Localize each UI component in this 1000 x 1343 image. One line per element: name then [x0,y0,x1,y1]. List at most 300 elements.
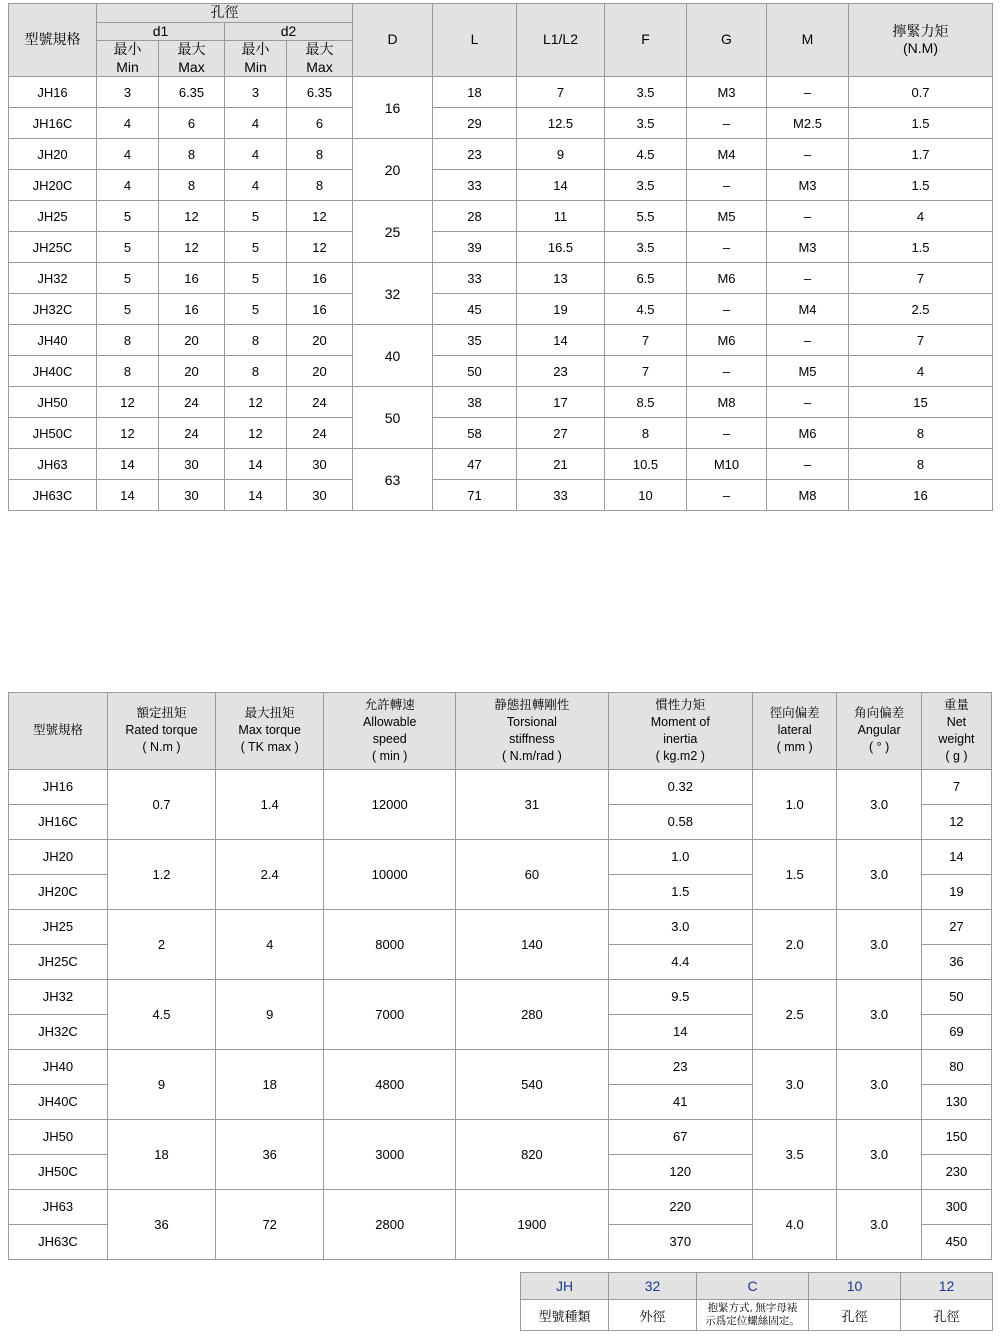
cell-d2-min: 12 [225,387,287,418]
cell-d2-max: 20 [287,325,353,356]
t2-max-en: Max torque [238,723,301,738]
t1-header-d1: d1 [97,22,225,41]
cell-angular: 3.0 [837,909,921,979]
cell-L1L2: 33 [517,480,605,511]
cell-lateral: 3.5 [752,1119,836,1189]
t1-d2-max-cn: 最大 [305,41,334,57]
table-row [9,909,992,944]
table-row [9,480,993,511]
cell-lateral: 2.0 [752,909,836,979]
t2-speed-en: Allowable [362,714,417,729]
t2-speed-unit: ( min ) [372,748,408,763]
t2-weight-cn: 重量 [943,698,969,712]
cell-d2-max: 8 [287,139,353,170]
cell-stiffness: 540 [456,1049,608,1119]
cell-weight: 230 [921,1154,991,1189]
cell-stiffness: 280 [456,979,608,1049]
cell-torque: 8 [849,449,993,480]
cell-d1-max: 24 [159,387,225,418]
cell-angular: 3.0 [837,769,921,839]
t1-header-F: F [605,4,687,77]
cell-L: 39 [433,232,517,263]
cell-L1L2: 7 [517,77,605,108]
cell-G: M8 [687,387,767,418]
t1-header-L1L2: L1/L2 [517,4,605,77]
cell-weight: 27 [921,909,991,944]
cell-L: 50 [433,356,517,387]
cell-d2-max: 20 [287,356,353,387]
cell-model: JH40C [9,356,97,387]
cell-d2-min: 12 [225,418,287,449]
cell-inertia: 9.5 [608,979,752,1014]
cell-model: JH16 [9,769,108,804]
t2-rated-en: Rated torque [125,723,198,738]
cell-weight: 12 [921,804,991,839]
cell-stiffness: 820 [456,1119,608,1189]
cell-d2-min: 5 [225,232,287,263]
cell-torque: 0.7 [849,77,993,108]
cell-model: JH16 [9,77,97,108]
cell-angular: 3.0 [837,839,921,909]
cell-model: JH63C [9,480,97,511]
cell-inertia: 14 [608,1014,752,1049]
cell-weight: 130 [921,1084,991,1119]
cell-d2-max: 8 [287,170,353,201]
t1-d2-max-en: Max [306,58,333,75]
table-row [9,1049,992,1084]
t1-d1-max-en: Max [178,58,205,75]
cell-lateral: 1.5 [752,839,836,909]
t1-header-torque-unit: (N.M) [903,40,938,56]
cell-d2-max: 16 [287,263,353,294]
cell-d1-min: 12 [97,387,159,418]
cell-model: JH50 [9,387,97,418]
model-code-legend-container [520,1272,993,1331]
cell-d2-max: 12 [287,232,353,263]
cell-model: JH32C [9,1014,108,1049]
cell-torque: 7 [849,263,993,294]
cell-M: – [767,449,849,480]
cell-d2-max: 12 [287,201,353,232]
cell-max-torque: 36 [216,1119,324,1189]
table-row [9,356,993,387]
t1-d2-min-cn: 最小 [241,41,270,57]
t2-header-max-torque [216,693,324,770]
cell-torque: 1.7 [849,139,993,170]
cell-stiffness: 60 [456,839,608,909]
cell-rated: 18 [107,1119,215,1189]
cell-F: 7 [605,356,687,387]
t1-header-d2-min [225,41,287,77]
cell-d1-min: 4 [97,108,159,139]
cell-inertia: 4.4 [608,944,752,979]
legend-code-2: C [697,1273,809,1300]
t2-stiff-en: Torsional [506,714,557,729]
cell-F: 3.5 [605,108,687,139]
cell-model: JH20 [9,139,97,170]
t1-header-model: 型號規格 [9,4,97,77]
cell-d1-min: 4 [97,139,159,170]
cell-F: 8.5 [605,387,687,418]
cell-d2-min: 14 [225,480,287,511]
cell-model: JH16C [9,804,108,839]
cell-model: JH50 [9,1119,108,1154]
cell-L1L2: 17 [517,387,605,418]
t2-stiff-en2: stiffness [509,731,555,746]
cell-inertia: 3.0 [608,909,752,944]
legend-desc-4: 孔徑 [901,1300,993,1331]
legend-desc-2 [697,1300,809,1331]
cell-F: 10.5 [605,449,687,480]
cell-torque: 15 [849,387,993,418]
cell-G: M4 [687,139,767,170]
table-row [9,839,992,874]
t2-max-cn: 最大扭矩 [244,706,295,721]
cell-M: M3 [767,170,849,201]
cell-angular: 3.0 [837,1189,921,1259]
cell-L1L2: 27 [517,418,605,449]
cell-F: 7 [605,325,687,356]
cell-M: M4 [767,294,849,325]
t2-header-rated-torque [107,693,215,770]
cell-stiffness: 140 [456,909,608,979]
cell-d1-max: 16 [159,294,225,325]
t2-angular-cn: 角向偏差 [854,706,905,721]
t1-d1-min-en: Min [116,58,139,75]
cell-torque: 7 [849,325,993,356]
cell-G: – [687,232,767,263]
cell-torque: 1.5 [849,108,993,139]
legend-code-0: JH [521,1273,609,1300]
cell-G: – [687,294,767,325]
t2-rated-cn: 額定扭矩 [136,706,187,721]
cell-model: JH20C [9,874,108,909]
cell-model: JH50C [9,1154,108,1189]
t2-stiff-cn: 静態扭轉剛性 [494,698,570,712]
cell-d2-min: 4 [225,170,287,201]
t1-header-M: M [767,4,849,77]
cell-weight: 19 [921,874,991,909]
cell-d1-min: 5 [97,294,159,325]
cell-G: – [687,418,767,449]
cell-d1-max: 30 [159,480,225,511]
legend-code-1: 32 [609,1273,697,1300]
t1-header-d2: d2 [225,22,353,41]
cell-d1-max: 12 [159,201,225,232]
cell-model: JH40C [9,1084,108,1119]
cell-d1-max: 24 [159,418,225,449]
cell-d2-min: 5 [225,263,287,294]
cell-angular: 3.0 [837,979,921,1049]
cell-d2-max: 6 [287,108,353,139]
cell-model: JH25C [9,944,108,979]
cell-L1L2: 13 [517,263,605,294]
cell-inertia: 370 [608,1224,752,1259]
cell-M: – [767,201,849,232]
model-code-legend [520,1272,993,1331]
cell-G: – [687,356,767,387]
cell-F: 3.5 [605,232,687,263]
cell-G: M3 [687,77,767,108]
cell-d2-min: 5 [225,201,287,232]
cell-d1-min: 8 [97,325,159,356]
cell-d1-min: 14 [97,480,159,511]
t1-header-L: L [433,4,517,77]
cell-model: JH50C [9,418,97,449]
cell-inertia: 1.0 [608,839,752,874]
cell-F: 8 [605,418,687,449]
t2-max-unit: ( TK max ) [240,740,299,755]
cell-stiffness: 1900 [456,1189,608,1259]
t2-angular-en: Angular [857,723,901,738]
cell-torque: 1.5 [849,170,993,201]
cell-max-torque: 1.4 [216,769,324,839]
table-row [9,979,992,1014]
t1-header-D: D [353,4,433,77]
cell-d2-min: 5 [225,294,287,325]
cell-rated: 2 [107,909,215,979]
t2-lateral-en: lateral [777,723,812,738]
cell-model: JH63 [9,1189,108,1224]
cell-D: 63 [353,449,433,511]
t2-header-speed [324,693,456,770]
cell-d1-min: 3 [97,77,159,108]
cell-inertia: 67 [608,1119,752,1154]
cell-inertia: 23 [608,1049,752,1084]
cell-model: JH32 [9,979,108,1014]
cell-d1-max: 8 [159,170,225,201]
t2-header-lateral [752,693,836,770]
legend-desc-row [521,1300,993,1331]
cell-L1L2: 21 [517,449,605,480]
cell-M: M6 [767,418,849,449]
cell-G: M6 [687,263,767,294]
cell-weight: 300 [921,1189,991,1224]
t2-header-angular [837,693,921,770]
table-row [9,387,993,418]
cell-lateral: 4.0 [752,1189,836,1259]
cell-G: M10 [687,449,767,480]
cell-torque: 1.5 [849,232,993,263]
cell-L1L2: 14 [517,325,605,356]
cell-d1-max: 20 [159,356,225,387]
table-row [9,263,993,294]
cell-model: JH40 [9,325,97,356]
cell-rated: 0.7 [107,769,215,839]
cell-d2-min: 4 [225,139,287,170]
legend-code-4: 12 [901,1273,993,1300]
table-row [9,77,993,108]
cell-model: JH63C [9,1224,108,1259]
cell-weight: 50 [921,979,991,1014]
cell-speed: 8000 [324,909,456,979]
cell-d2-max: 24 [287,387,353,418]
cell-model: JH32 [9,263,97,294]
cell-weight: 69 [921,1014,991,1049]
table-row [9,201,993,232]
cell-D: 25 [353,201,433,263]
legend-code-row [521,1273,993,1300]
t2-lateral-unit: ( mm ) [776,740,813,755]
cell-rated: 1.2 [107,839,215,909]
legend-desc-clamp-line1: 抱緊方式, 無字母裱 [707,1302,798,1314]
cell-d2-min: 8 [225,325,287,356]
cell-d2-min: 3 [225,77,287,108]
cell-inertia: 0.32 [608,769,752,804]
cell-F: 6.5 [605,263,687,294]
cell-d2-max: 30 [287,449,353,480]
cell-G: – [687,108,767,139]
cell-model: JH40 [9,1049,108,1084]
cell-L: 47 [433,449,517,480]
t2-header-stiffness [456,693,608,770]
cell-d2-min: 4 [225,108,287,139]
t2-inertia-en: Moment of [650,714,710,729]
cell-torque: 8 [849,418,993,449]
cell-F: 4.5 [605,294,687,325]
t2-weight-en: Net [946,714,967,729]
cell-L: 71 [433,480,517,511]
t2-header-weight [921,693,991,770]
t2-angular-unit: ( ° ) [868,740,890,755]
cell-M: – [767,139,849,170]
t1-header-bore-group: 孔徑 [97,4,353,23]
cell-M: – [767,263,849,294]
cell-speed: 2800 [324,1189,456,1259]
table-row [9,769,992,804]
cell-L1L2: 19 [517,294,605,325]
cell-M: M3 [767,232,849,263]
cell-angular: 3.0 [837,1119,921,1189]
t1-d2-min-en: Min [244,58,267,75]
t2-rated-unit: ( N.m ) [142,740,181,755]
cell-L1L2: 9 [517,139,605,170]
cell-d2-max: 30 [287,480,353,511]
cell-L: 58 [433,418,517,449]
cell-F: 5.5 [605,201,687,232]
cell-inertia: 1.5 [608,874,752,909]
table-row [9,139,993,170]
cell-F: 3.5 [605,170,687,201]
performance-table-container [8,692,992,1260]
t2-header-inertia [608,693,752,770]
legend-desc-1: 外徑 [609,1300,697,1331]
cell-lateral: 3.0 [752,1049,836,1119]
cell-d2-max: 24 [287,418,353,449]
cell-inertia: 41 [608,1084,752,1119]
cell-d1-min: 5 [97,201,159,232]
cell-D: 20 [353,139,433,201]
legend-code-3: 10 [809,1273,901,1300]
cell-d1-min: 14 [97,449,159,480]
table-row [9,108,993,139]
cell-d1-min: 8 [97,356,159,387]
t2-weight-en2: weight [938,731,975,746]
cell-weight: 14 [921,839,991,874]
cell-lateral: 2.5 [752,979,836,1049]
t2-speed-en2: speed [372,731,407,746]
t2-inertia-en2: inertia [663,731,698,746]
cell-d1-min: 5 [97,232,159,263]
cell-model: JH25C [9,232,97,263]
cell-d1-min: 5 [97,263,159,294]
t1-header-d2-max [287,41,353,77]
cell-model: JH25 [9,201,97,232]
cell-weight: 150 [921,1119,991,1154]
cell-speed: 4800 [324,1049,456,1119]
t2-header-model: 型號規格 [9,693,108,770]
cell-model: JH32C [9,294,97,325]
t1-d1-min-cn: 最小 [113,41,142,57]
cell-weight: 450 [921,1224,991,1259]
cell-d1-max: 12 [159,232,225,263]
legend-desc-0: 型號種類 [521,1300,609,1331]
cell-weight: 80 [921,1049,991,1084]
cell-model: JH63 [9,449,97,480]
t1-header-torque [849,4,993,77]
performance-table [8,692,992,1260]
cell-L1L2: 12.5 [517,108,605,139]
cell-M: – [767,77,849,108]
cell-L: 18 [433,77,517,108]
cell-max-torque: 9 [216,979,324,1049]
dimensions-table-container [8,3,992,511]
cell-M: – [767,325,849,356]
cell-inertia: 120 [608,1154,752,1189]
cell-d1-max: 8 [159,139,225,170]
t2-lateral-cn: 徑向偏差 [769,706,820,721]
table-row [9,449,993,480]
cell-M: – [767,387,849,418]
t2-inertia-unit: ( kg.m2 ) [655,748,705,763]
cell-F: 4.5 [605,139,687,170]
cell-weight: 7 [921,769,991,804]
cell-L: 35 [433,325,517,356]
cell-torque: 4 [849,356,993,387]
cell-d1-min: 4 [97,170,159,201]
cell-D: 50 [353,387,433,449]
cell-model: JH20C [9,170,97,201]
cell-d2-max: 16 [287,294,353,325]
cell-L1L2: 23 [517,356,605,387]
cell-max-torque: 2.4 [216,839,324,909]
cell-L: 29 [433,108,517,139]
table-row [9,1189,992,1224]
cell-torque: 16 [849,480,993,511]
cell-max-torque: 18 [216,1049,324,1119]
cell-M: M5 [767,356,849,387]
cell-speed: 3000 [324,1119,456,1189]
cell-L: 23 [433,139,517,170]
t2-weight-unit: ( g ) [945,748,968,763]
cell-model: JH16C [9,108,97,139]
cell-L: 45 [433,294,517,325]
cell-L1L2: 16.5 [517,232,605,263]
cell-D: 40 [353,325,433,387]
cell-max-torque: 4 [216,909,324,979]
cell-L1L2: 14 [517,170,605,201]
cell-L: 33 [433,263,517,294]
cell-d1-max: 6.35 [159,77,225,108]
table-row [9,232,993,263]
cell-model: JH25 [9,909,108,944]
table-row [9,1119,992,1154]
cell-speed: 10000 [324,839,456,909]
t1-d1-max-cn: 最大 [177,41,206,57]
cell-torque: 4 [849,201,993,232]
cell-lateral: 1.0 [752,769,836,839]
cell-torque: 2.5 [849,294,993,325]
